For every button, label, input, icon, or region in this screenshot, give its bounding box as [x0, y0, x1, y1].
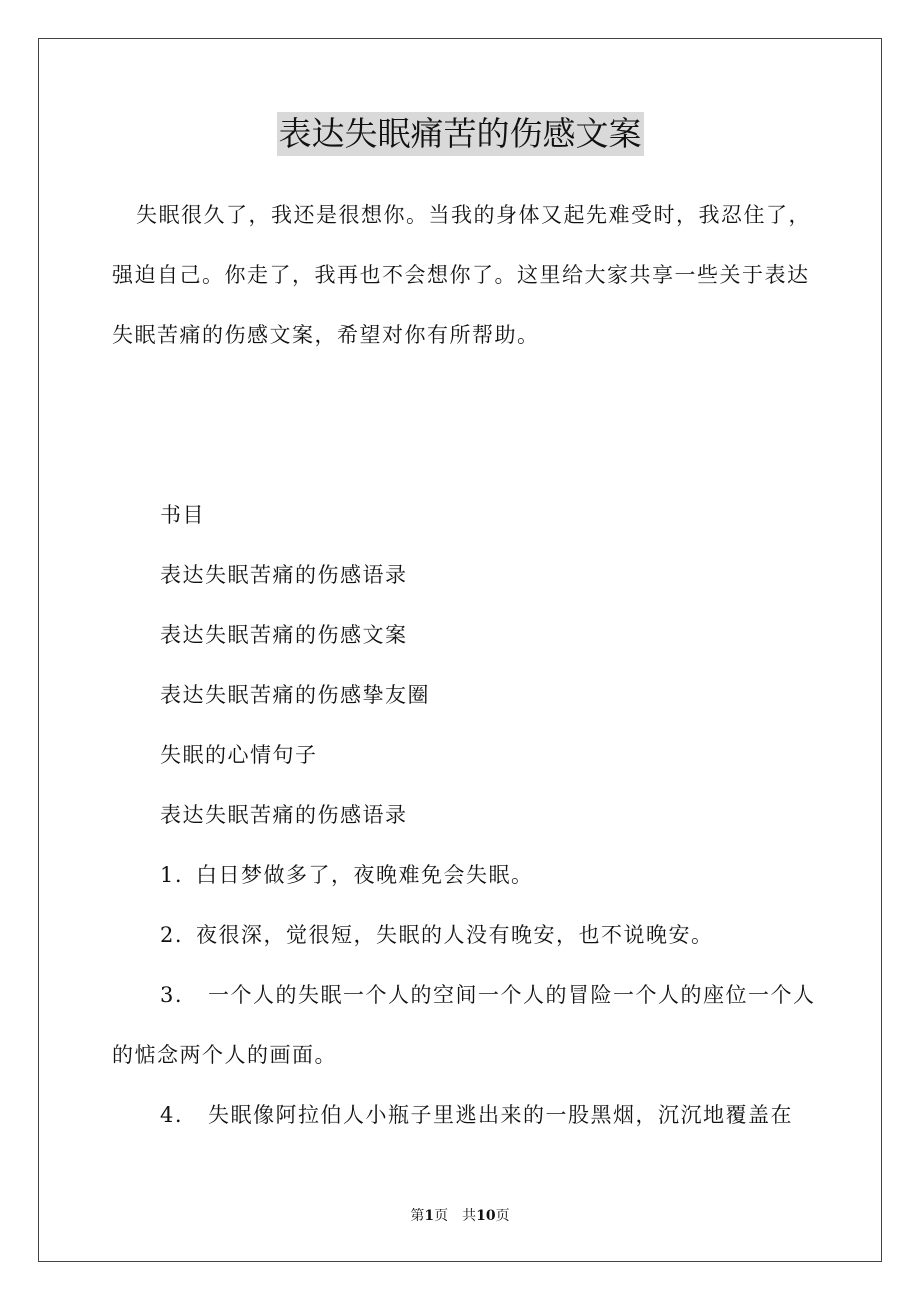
footer-total-pages: 10	[476, 1208, 496, 1224]
intro-paragraph: 失眠很久了，我还是很想你。当我的身体又起先难受时，我忍住了，强迫自己。你走了，我再也不会想你了。这里给大家共享一些关于表达失眠苦痛的伤感文案，希望对你有所帮助。	[112, 203, 811, 347]
list-item	[112, 905, 824, 965]
footer-page-prefix: 第	[410, 1208, 425, 1224]
list-item-text: 白日梦做多了，夜晚难免会失眠。	[196, 863, 534, 887]
title-container	[0, 112, 920, 156]
document-title: 表达失眠痛苦的伤感文案	[277, 112, 644, 156]
section-heading: 表达失眠苦痛的伤感语录	[160, 803, 408, 827]
list-item-number: 3.	[160, 983, 184, 1007]
toc-heading: 书目	[160, 503, 205, 527]
list-item	[112, 845, 824, 905]
footer-page-number: 1	[424, 1208, 435, 1224]
list-item-number: 1.	[160, 863, 184, 887]
list-item	[112, 1085, 824, 1145]
list-item-number: 2.	[160, 923, 184, 947]
toc-item: 失眠的心情句子	[160, 743, 318, 767]
toc-item: 表达失眠苦痛的伤感文案	[160, 623, 408, 647]
toc-item: 表达失眠苦痛的伤感挚友圈	[160, 683, 430, 707]
list-item-text: 一个人的失眠一个人的空间一个人的冒险一个人的座位一个人的惦念两个人的画面。	[112, 983, 816, 1067]
footer-page-mid: 页 共	[434, 1208, 477, 1224]
footer-page-suffix: 页	[495, 1208, 510, 1224]
list-item-number: 4.	[160, 1103, 184, 1127]
list-item	[112, 965, 824, 1085]
list-item-text: 失眠像阿拉伯人小瓶子里逃出来的一股黑烟，沉沉地覆盖在	[208, 1103, 793, 1127]
list-item-text: 夜很深，觉很短，失眠的人没有晚安，也不说晚安。	[196, 923, 714, 947]
toc-item: 表达失眠苦痛的伤感语录	[160, 563, 408, 587]
page-footer	[0, 1206, 920, 1226]
